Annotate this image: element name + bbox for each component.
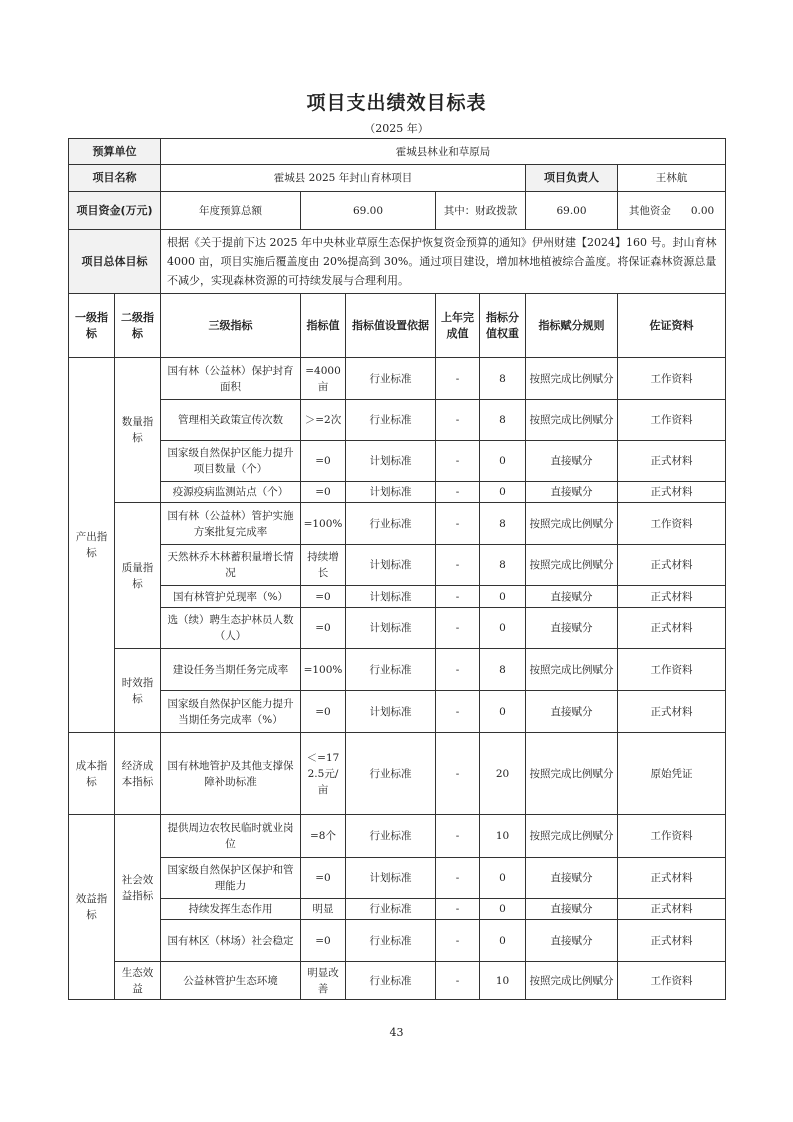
indicator-weight: 8 [480,400,526,441]
indicator-rule: 按照完成比例赋分 [526,545,618,586]
indicator-prev: - [436,441,480,482]
indicator-basis: 行业标准 [346,358,436,400]
indicator-value: =0 [301,691,346,733]
col-header-rule: 指标赋分规则 [526,294,618,358]
indicator-weight: 0 [480,920,526,962]
indicator-prev: - [436,733,480,815]
document-title: 项目支出绩效目标表 [306,92,487,114]
indicator-rule: 直接赋分 [526,441,618,482]
table-row [69,920,726,962]
indicator-prev: - [436,858,480,899]
indicator-basis: 行业标准 [346,503,436,545]
annual-budget-value: 69.00 [301,192,436,230]
indicator-basis: 计划标准 [346,691,436,733]
indicator-value: =0 [301,441,346,482]
other-fund-value: 0.00 [690,204,715,217]
indicator-evidence: 正式材料 [618,482,726,503]
table-row [69,545,726,586]
indicator-prev: - [436,962,480,1000]
indicator-prev: - [436,920,480,962]
indicator-value: ＜=172.5元/亩 [301,733,346,815]
indicator-evidence: 工作资料 [618,815,726,858]
other-fund-label: 其他资金 [628,204,671,217]
indicator-rule: 直接赋分 [526,899,618,920]
indicator-weight: 8 [480,649,526,691]
col-header-evidence: 佐证资料 [618,294,726,358]
group-timeliness: 时效指标 [115,649,161,733]
indicator-rule: 直接赋分 [526,482,618,503]
indicator-weight: 8 [480,358,526,400]
col-header-weight: 指标分值权重 [480,294,526,358]
page-number: 43 [389,1026,404,1039]
indicator-rule: 按照完成比例赋分 [526,358,618,400]
table-row [69,691,726,733]
indicator-prev: - [436,649,480,691]
indicator-basis: 行业标准 [346,920,436,962]
other-fund-cell [618,192,726,230]
indicator-rule: 直接赋分 [526,691,618,733]
indicator-value: 明显 [301,899,346,920]
indicator-weight: 10 [480,962,526,1000]
indicator-weight: 0 [480,858,526,899]
indicator-name: 提供周边农牧民临时就业岗位 [161,815,301,858]
group-social: 社会效益指标 [115,815,161,962]
leader-label: 项目负责人 [526,165,618,192]
indicator-basis: 计划标准 [346,441,436,482]
indicator-prev: - [436,608,480,649]
indicator-prev: - [436,691,480,733]
indicator-name: 国家级自然保护区能力提升当期任务完成率（%） [161,691,301,733]
indicator-name: 疫源疫病监测站点（个） [161,482,301,503]
indicator-evidence: 工作资料 [618,649,726,691]
indicator-basis: 行业标准 [346,962,436,1000]
group-quality: 质量指标 [115,503,161,649]
table-row [69,586,726,608]
indicator-value: =100% [301,503,346,545]
indicator-weight: 0 [480,586,526,608]
table-row [69,858,726,899]
indicator-prev: - [436,586,480,608]
table-row [69,441,726,482]
goal-label: 项目总体目标 [69,230,161,294]
indicator-basis: 计划标准 [346,545,436,586]
indicator-basis: 计划标准 [346,586,436,608]
indicator-name: 国家级自然保护区能力提升项目数量（个） [161,441,301,482]
indicator-rule: 按照完成比例赋分 [526,815,618,858]
indicator-rule: 按照完成比例赋分 [526,400,618,441]
indicator-weight: 8 [480,545,526,586]
indicator-name: 国有林区（林场）社会稳定 [161,920,301,962]
performance-goal-table [68,138,726,1000]
indicator-weight: 8 [480,503,526,545]
indicator-evidence: 工作资料 [618,503,726,545]
indicator-value: =4000亩 [301,358,346,400]
indicator-basis: 行业标准 [346,733,436,815]
indicator-rule: 按照完成比例赋分 [526,962,618,1000]
indicator-prev: - [436,400,480,441]
table-row [69,649,726,691]
indicator-evidence: 正式材料 [618,441,726,482]
group-ecological: 生态效益 [115,962,161,1000]
indicator-evidence: 正式材料 [618,608,726,649]
indicator-value: 持续增长 [301,545,346,586]
indicator-basis: 计划标准 [346,608,436,649]
leader-value: 王林航 [618,165,726,192]
fiscal-value: 69.00 [526,192,618,230]
indicator-name: 建设任务当期任务完成率 [161,649,301,691]
indicator-name: 国有林管护兑现率（%） [161,586,301,608]
indicator-rule: 直接赋分 [526,920,618,962]
indicator-rule: 直接赋分 [526,858,618,899]
table-row [69,733,726,815]
indicator-rule: 按照完成比例赋分 [526,649,618,691]
unit-label: 预算单位 [69,139,161,165]
indicator-evidence: 正式材料 [618,545,726,586]
indicator-weight: 0 [480,482,526,503]
indicator-rule: 直接赋分 [526,608,618,649]
indicator-name: 国有林地管护及其他支撑保障补助标准 [161,733,301,815]
indicator-evidence: 正式材料 [618,691,726,733]
indicator-name: 国有林（公益林）保护封育面积 [161,358,301,400]
col-header-l3: 三级指标 [161,294,301,358]
indicator-value: 明显改善 [301,962,346,1000]
indicator-basis: 行业标准 [346,899,436,920]
table-row [69,482,726,503]
indicator-basis: 计划标准 [346,858,436,899]
annual-budget-label: 年度预算总额 [161,192,301,230]
indicator-value: ＞=2次 [301,400,346,441]
group-output: 产出指标 [69,358,115,733]
indicator-value: =0 [301,920,346,962]
indicator-evidence: 正式材料 [618,920,726,962]
project-name-value: 霍城县 2025 年封山育林项目 [161,165,526,192]
indicator-prev: - [436,482,480,503]
table-row [69,358,726,400]
indicator-evidence: 工作资料 [618,358,726,400]
indicator-value: =0 [301,586,346,608]
indicator-value: =0 [301,858,346,899]
project-name-label: 项目名称 [69,165,161,192]
indicator-name: 国有林（公益林）管护实施方案批复完成率 [161,503,301,545]
indicator-evidence: 原始凭证 [618,733,726,815]
indicator-basis: 行业标准 [346,815,436,858]
table-row [69,899,726,920]
group-economic: 经济成本指标 [115,733,161,815]
indicator-prev: - [436,358,480,400]
indicator-rule: 按照完成比例赋分 [526,503,618,545]
indicator-evidence: 正式材料 [618,858,726,899]
col-header-basis: 指标值设置依据 [346,294,436,358]
indicator-value: =8个 [301,815,346,858]
col-header-l2: 二级指标 [115,294,161,358]
indicator-rule: 直接赋分 [526,586,618,608]
indicator-weight: 10 [480,815,526,858]
indicator-evidence: 正式材料 [618,899,726,920]
indicator-prev: - [436,815,480,858]
table-row [69,962,726,1000]
indicator-prev: - [436,899,480,920]
indicator-prev: - [436,545,480,586]
indicator-name: 管理相关政策宣传次数 [161,400,301,441]
group-quantity: 数量指标 [115,358,161,503]
col-header-l1: 一级指标 [69,294,115,358]
unit-value: 霍城县林业和草原局 [161,139,726,165]
col-header-value: 指标值 [301,294,346,358]
indicator-value: =100% [301,649,346,691]
table-row [69,400,726,441]
indicator-prev: - [436,503,480,545]
indicator-rule: 按照完成比例赋分 [526,733,618,815]
indicator-weight: 20 [480,733,526,815]
indicator-basis: 行业标准 [346,400,436,441]
indicator-evidence: 正式材料 [618,586,726,608]
indicator-basis: 计划标准 [346,482,436,503]
indicator-value: =0 [301,482,346,503]
indicator-name: 选（续）聘生态护林员人数（人） [161,608,301,649]
indicator-name: 持续发挥生态作用 [161,899,301,920]
table-row [69,503,726,545]
indicator-basis: 行业标准 [346,649,436,691]
goal-text: 根据《关于提前下达 2025 年中央林业草原生态保护恢复资金预算的通知》伊州财建【2024】160 号。封山育林 4000 亩，项目实施后覆盖度由 20%提高到 30%。通过项目建设，增加林地植被综合盖度。将保证森林资源总量不减少，实现森林资源的可持续发展与合理利用。 [161,230,726,294]
indicator-name: 国家级自然保护区保护和管理能力 [161,858,301,899]
indicator-weight: 0 [480,899,526,920]
indicator-value: =0 [301,608,346,649]
document-year: （2025 年） [364,122,429,135]
indicator-evidence: 工作资料 [618,400,726,441]
indicator-name: 公益林管护生态环境 [161,962,301,1000]
group-benefit: 效益指标 [69,815,115,1000]
indicator-evidence: 工作资料 [618,962,726,1000]
fiscal-label: 其中：财政拨款 [436,192,526,230]
table-row [69,815,726,858]
indicator-weight: 0 [480,691,526,733]
indicator-name: 天然林乔木林蓄积量增长情况 [161,545,301,586]
col-header-prev: 上年完成值 [436,294,480,358]
table-row [69,608,726,649]
fund-label: 项目资金(万元) [69,192,161,230]
group-cost: 成本指标 [69,733,115,815]
indicator-weight: 0 [480,441,526,482]
indicator-weight: 0 [480,608,526,649]
